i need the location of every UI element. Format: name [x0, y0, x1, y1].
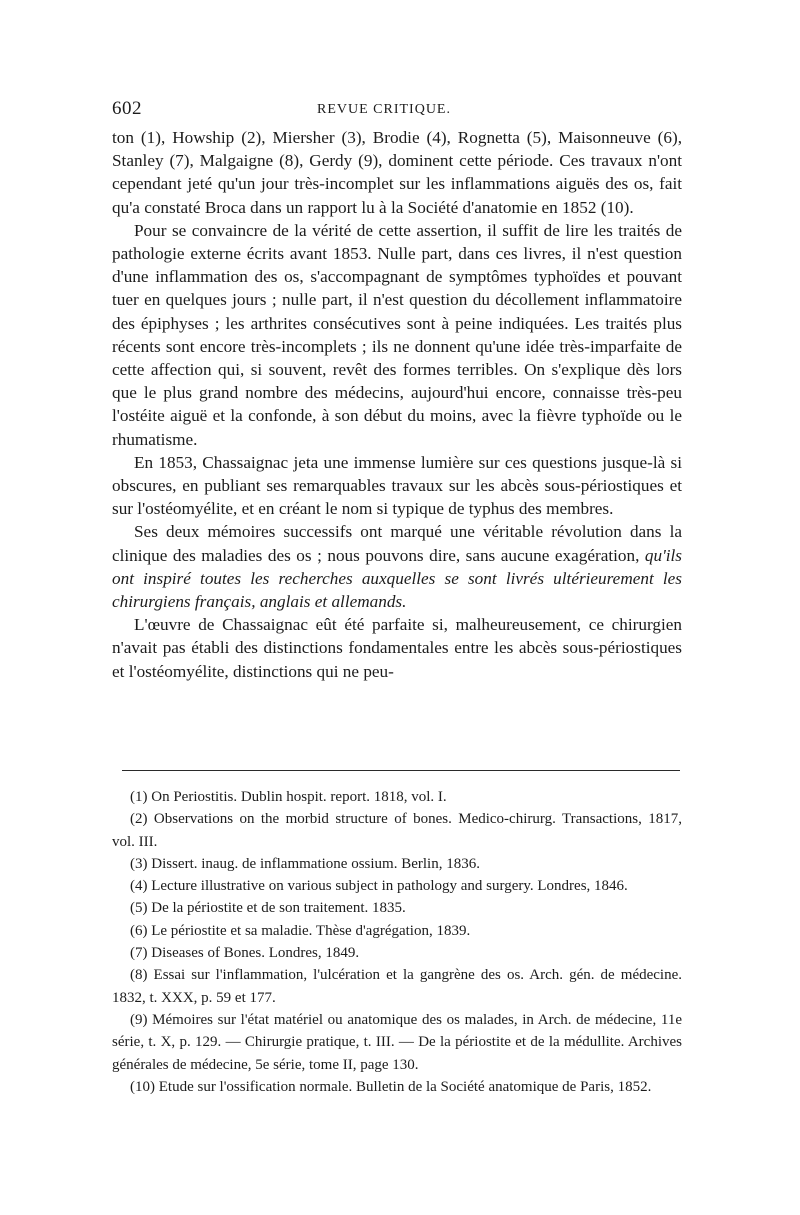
footnote-4: (4) Lecture illustrative on various subject in pathology and surgery. Londres, 1846. [130, 878, 628, 895]
running-title: REVUE CRITIQUE. [317, 102, 451, 117]
page-number: 602 [112, 98, 142, 119]
paragraph-2: Pour se convaincre de la vérité de cette assertion, il suffit de lire les traités de pathologie externe écrits avant 1853. Nulle part, dans ces livres, il n'est question d'une inflammation des os, s'accompagnant de symptômes typhoïdes et pouvant tuer en quelques jours ; nulle part, il n'est question du décollement inflammatoire des épiphyses ; les arthrites consécutives sont à peine indiquées. Les traités plus récents sont encore très-incomplets ; ils ne donnent qu'une idée très-imparfaite de cette affection qui, si souvent, revêt des formes terribles. On s'explique dès lors que le plus grand nombre des médecins, aujourd'hui encore, connaisse très-peu l'ostéite aiguë et la confonde, à son début du moins, avec la fièvre typhoïde ou le rhumatisme. [112, 220, 682, 449]
paragraph-1: ton (1), Howship (2), Miersher (3), Brodie (4), Rognetta (5), Maisonneuve (6), Stanley (7), Malgaigne (8), Gerdy (9), dominent cette période. Ces travaux n'ont cependant jeté qu'un jour très-incomplet sur les inflammations aiguës des os, fait qu'a constaté Broca dans un rapport lu à la Société d'anatomie en 1852 (10). [112, 128, 682, 217]
paragraph-4-text: Ses deux mémoires successifs ont marqué une véritable révolution dans la clinique des maladies des os ; nous pouvons dire, sans aucune exagération, [112, 522, 682, 565]
footnotes [112, 786, 682, 1098]
paragraph-4-italic-text: qu'ils ont inspiré toutes les recherches auxquelles se sont livrés ultérieurement les chirurgiens français, anglais et allemands. [112, 545, 682, 612]
main-text [112, 126, 682, 683]
footnote-10: (10) Etude sur l'ossification normale. Bulletin de la Société anatomique de Paris, 1852. [130, 1078, 652, 1095]
footnote-separator [122, 770, 680, 771]
footnote-3: (3) Dissert. inaug. de inflammatione ossium. Berlin, 1836. [130, 855, 480, 872]
footnote-2: (2) Observations on the morbid structure of bones. Medico-chirurg. Transactions, 1817, vol. III. [112, 811, 682, 850]
page-header [112, 98, 682, 120]
footnote-5: (5) De la périostite et de son traitement. 1835. [130, 900, 406, 917]
footnote-7: (7) Diseases of Bones. Londres, 1849. [130, 945, 360, 962]
footnote-6: (6) Le périostite et sa maladie. Thèse d'agrégation, 1839. [130, 922, 471, 939]
footnote-1: (1) On Periostitis. Dublin hospit. report. 1818, vol. I. [130, 789, 447, 805]
paragraph-3: En 1853, Chassaignac jeta une immense lumière sur ces questions jusque-là si obscures, en publiant ses remarquables travaux sur les abcès sous-périostiques et sur l'ostéomyélite, et en créant le nom si typique de typhus des membres. [112, 452, 682, 519]
footnote-8: (8) Essai sur l'inflammation, l'ulcération et la gangrène des os. Arch. gén. de médecine. 1832, t. XXX, p. 59 et 177. [112, 967, 682, 1006]
footnote-9: (9) Mémoires sur l'état matériel ou anatomique des os malades, in Arch. de médecine, 11e série, t. X, p. 129. — Chirurgie pratique, t. III. — De la périostite et de la médullite. Archives générales de médecine, 5e série, tome II, page 130. [112, 1011, 682, 1073]
paragraph-4 [112, 520, 682, 613]
paragraph-5: L'œuvre de Chassaignac eût été parfaite si, malheureusement, ce chirurgien n'avait pas établi des distinctions fondamentales entre les abcès sous-périostiques et l'ostéomyélite, distinctions qui ne peu- [112, 615, 682, 681]
